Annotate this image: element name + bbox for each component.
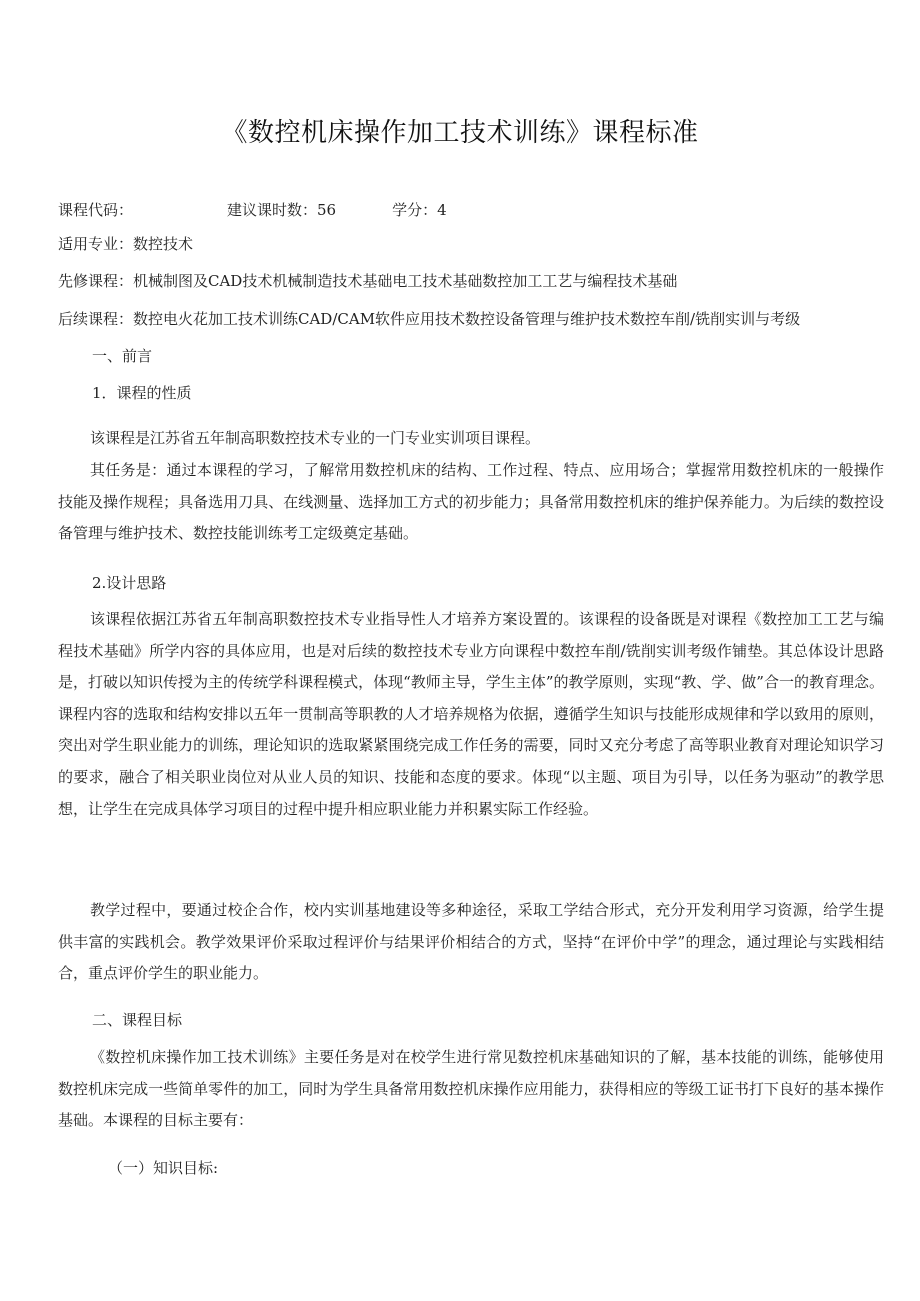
paragraph-design-idea: 该课程依据江苏省五年制高职数控技术专业指导性人才培养方案设置的。该课程的设备既是对课程《数控加工工艺与编程技术基础》所学内容的具体应用，也是对后续的数控技术专业方向课程中数控车削/铣削实训考级作铺垫。其总体设计思路是，打破以知识传授为主的传统学科课程模式，体现“教师主导，学生主体”的教学原则，实现“教、学、做”合一的教育理念。课程内容的选取和结构安排以五年一贯制高等职教的人才培养规格为依据，遵循学生知识与技能形成规律和学以致用的原则，突出对学生职业能力的训练，理论知识的选取紧紧围绕完成工作任务的需要，同时又充分考虑了高等职业教育对理论知识学习的要求，融合了相关职业岗位对从业人员的知识、技能和态度的要求。体现“以主题、项目为引导，以任务为驱动”的教学思想，让学生在完成具体学习项目的过程中提升相应职业能力并积累实际工作经验。 [58, 610, 884, 818]
suggested-hours: 建议课时数：56 [227, 201, 337, 219]
subsection-heading-knowledge-goals: （一）知识目标: [108, 1159, 219, 1177]
paragraph-course-nature: 该课程是江苏省五年制高职数控技术专业的一门专业实训项目课程。 [90, 429, 541, 447]
course-code-label: 课程代码： [58, 201, 134, 219]
paragraph-teaching-process: 教学过程中，要通过校企合作，校内实训基地建设等多种途径，采取工学结合形式，充分开发利用学习资源，给学生提供丰富的实践机会。教学效果评价采取过程评价与结果评价相结合的方式，坚持“在评价中学”的理念，通过理论与实践相结合，重点评价学生的职业能力。 [58, 901, 884, 983]
prerequisite-courses: 先修课程：机械制图及CAD技术机械制造技术基础电工技术基础数控加工工艺与编程技术基础 [58, 272, 678, 290]
subsection-heading-design-idea: 2.设计思路 [92, 574, 167, 592]
section-heading-preface: 一、前言 [92, 347, 153, 365]
paragraph-course-goals: 《数控机床操作加工技术训练》主要任务是对在校学生进行常见数控机床基础知识的了解，基本技能的训练，能够使用数控机床完成一些简单零件的加工，同时为学生具备常用数控机床操作应用能力，获得相应的等级工证书打下良好的基本操作基础。本课程的目标主要有： [58, 1048, 884, 1130]
course-info-line [58, 199, 447, 220]
applicable-major: 适用专业：数控技术 [58, 235, 194, 253]
paragraph-course-task: 其任务是：通过本课程的学习，了解常用数控机床的结构、工作过程、特点、应用场合；掌握常用数控机床的一般操作技能及操作规程；具备选用刀具、在线测量、选择加工方式的初步能力；具备常用数控机床的维护保养能力。为后续的数控设备管理与维护技术、数控技能训练考工定级奠定基础。 [58, 461, 884, 543]
course-credit: 学分：4 [392, 201, 447, 219]
document-title: 《数控机床操作加工技术训练》课程标准 [221, 118, 699, 148]
subsection-heading-course-nature: 1．课程的性质 [92, 384, 192, 402]
section-heading-course-goals: 二、课程目标 [92, 1011, 183, 1029]
follow-up-courses: 后续课程：数控电火花加工技术训练CAD/CAM软件应用技术数控设备管理与维护技术数控车削/铣削实训与考级 [58, 310, 801, 328]
